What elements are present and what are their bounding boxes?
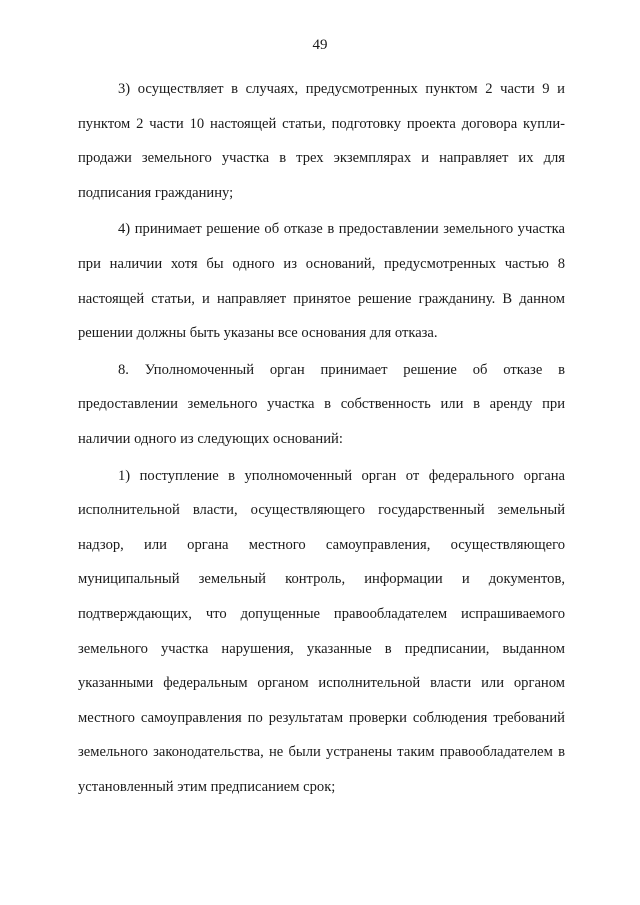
paragraph-part-8: 8. Уполномоченный орган принимает решение об отказе в предоставлении земельного участка в собственность или в аренду при наличии одного из следующих оснований: — [78, 361, 565, 447]
paragraph-item-3: 3) осуществляет в случаях, предусмотренных пунктом 2 части 9 и пунктом 2 части 10 настоящей статьи, подготовку проекта договора купли-продажи земельного участка в трех экземплярах и направляет их для подписания гражданину; — [78, 81, 565, 201]
paragraph-part-8-item-1: 1) поступление в уполномоченный орган от федерального органа исполнительной власти, осуществляющего государственный земельный надзор, или органа местного самоуправления, осуществляющего муниципальный земельный контроль, информации и документов, подтверждающих, что допущенные правообладателем испрашиваемого земельного участка нарушения, указанные в предписании, выданном указанными федеральным органом исполнительной власти или органом местного самоуправления по результатам проверки соблюдения требований земельного законодательства, не были устранены таким правообладателем в установленный этим предписанием срок; — [78, 467, 565, 795]
document-body — [78, 72, 565, 806]
paragraph-item-4: 4) принимает решение об отказе в предоставлении земельного участка при наличии хотя бы одного из оснований, предусмотренных частью 8 настоящей статьи, и направляет принятое решение гражданину. В данном решении должны быть указаны все основания для отказа. — [78, 221, 565, 342]
page-number: 49 — [312, 37, 328, 53]
